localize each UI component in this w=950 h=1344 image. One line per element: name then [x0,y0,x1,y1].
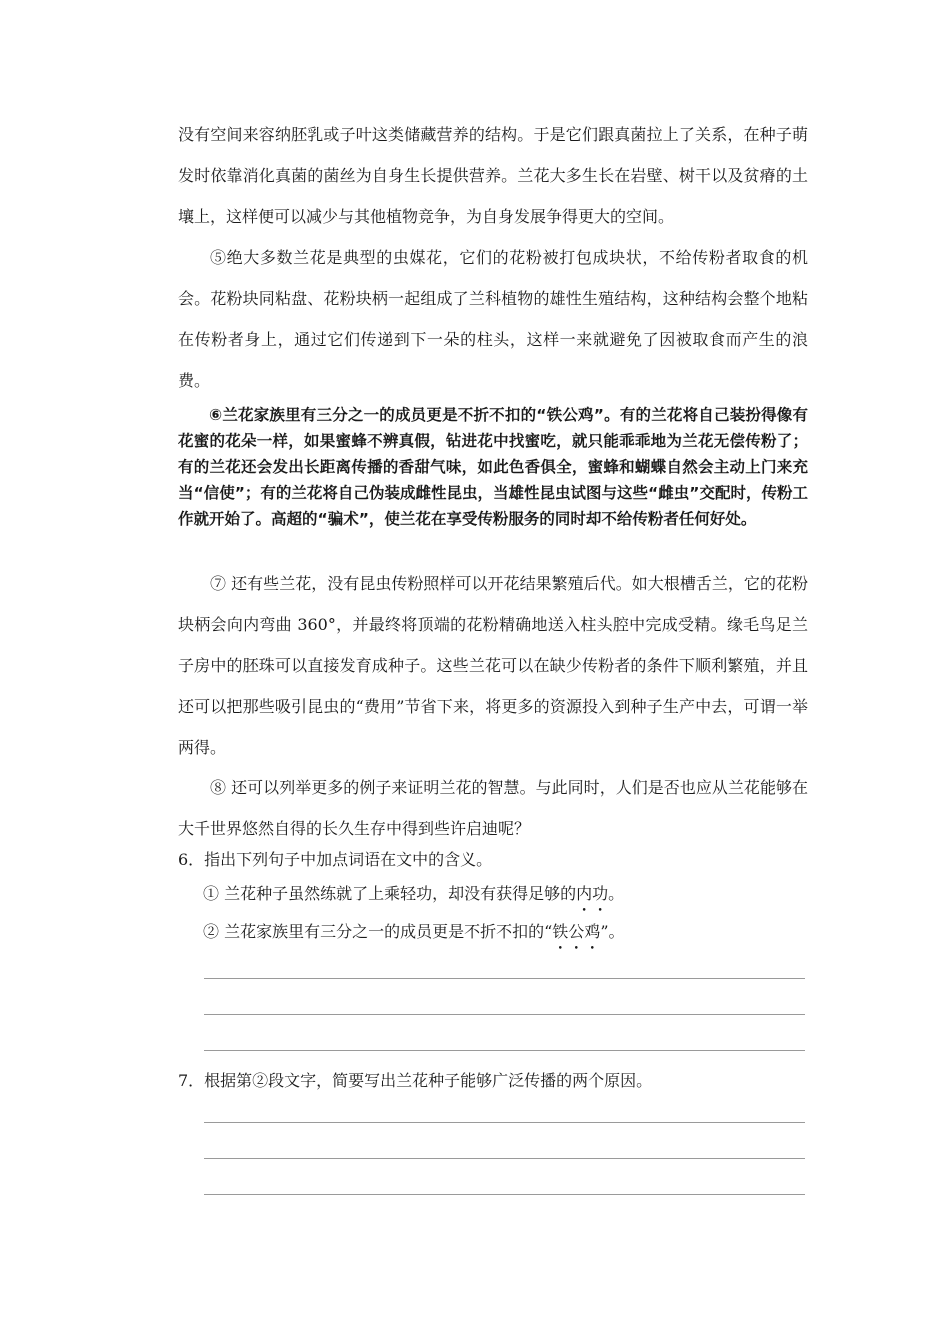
answer-line[interactable] [204,1014,805,1015]
item-1-text: ① 兰花种子虽然练就了上乘轻功，却没有获得足够的 [203,884,577,903]
question-6-prompt: 6．指出下列句子中加点词语在文中的含义。 [178,850,493,869]
paragraph-continued: 没有空间来容纳胚乳或子叶这类储藏营养的结构。于是它们跟真菌拉上了关系，在种子萌发时依靠消化真菌的菌丝为自身生长提供营养。兰花大多生长在岩壁、树干以及贫瘠的土壤上，这样便可以减少与其他植物竞争，为自身发展争得更大的空间。 [178,125,808,226]
paragraph-8: ⑧ 还可以列举更多的例子来证明兰花的智慧。与此同时，人们是否也应从兰花能够在大千世界悠然自得的长久生存中得到些许启迪呢？ [178,778,808,838]
answer-line[interactable] [204,1194,805,1195]
paragraph-5: ⑤绝大多数兰花是典型的虫媒花，它们的花粉被打包成块状，不给传粉者取食的机会。花粉块同粘盘、花粉块柄一起组成了兰科植物的雄性生殖结构，这种结构会整个地粘在传粉者身上，通过它们传递到下一朵的柱头，这样一来就避免了因被取食而产生的浪费。 [178,248,808,390]
answer-line[interactable] [204,1050,805,1051]
paragraph-7: ⑦ 还有些兰花，没有昆虫传粉照样可以开花结果繁殖后代。如大根槽舌兰，它的花粉块柄会向内弯曲 360°，并最终将顶端的花粉精确地送入柱头腔中完成受精。缘毛鸟足兰子房中的胚珠可以直接发育成种子。这些兰花可以在缺少传粉者的条件下顺利繁殖，并且还可以把那些吸引昆虫的“费用”节省下来，将更多的资源投入到种子生产中去，可谓一举两得。 [178,574,808,757]
question-7-prompt: 7．根据第②段文字，简要写出兰花种子能够广泛传播的两个原因。 [178,1071,653,1090]
answer-line[interactable] [204,1122,805,1123]
dotted-char: 鸡 [584,922,601,941]
question-6-item-1 [203,882,624,906]
dotted-char: 内 [576,884,593,903]
question-6-item-2 [203,920,625,944]
answer-line[interactable] [204,978,805,979]
dotted-char: 公 [568,922,585,941]
item-2-text: ② 兰花家族里有三分之一的成员更是不折不扣的“ [203,922,553,941]
paragraph-6: ⑥兰花家族里有三分之一的成员更是不折不扣的“铁公鸡”。有的兰花将自己装扮得像有花蜜的花朵一样，如果蜜蜂不辨真假，钻进花中找蜜吃，就只能乖乖地为兰花无偿传粉了；有的兰花还会发出长距离传播的香甜气味，如此色香俱全，蜜蜂和蝴蝶自然会主动上门来充当“信使”；有的兰花将自己伪装成雌性昆虫，当雄性昆虫试图与这些“雌虫”交配时，传粉工作就开始了。高超的“骗术”，使兰花在享受传粉服务的同时却不给传粉者任何好处。 [178,406,808,528]
item-2-end: ”。 [600,922,625,941]
item-1-end: 。 [608,884,625,903]
dotted-char: 功 [592,884,609,903]
dotted-char: 铁 [552,922,569,941]
answer-line[interactable] [204,1158,805,1159]
